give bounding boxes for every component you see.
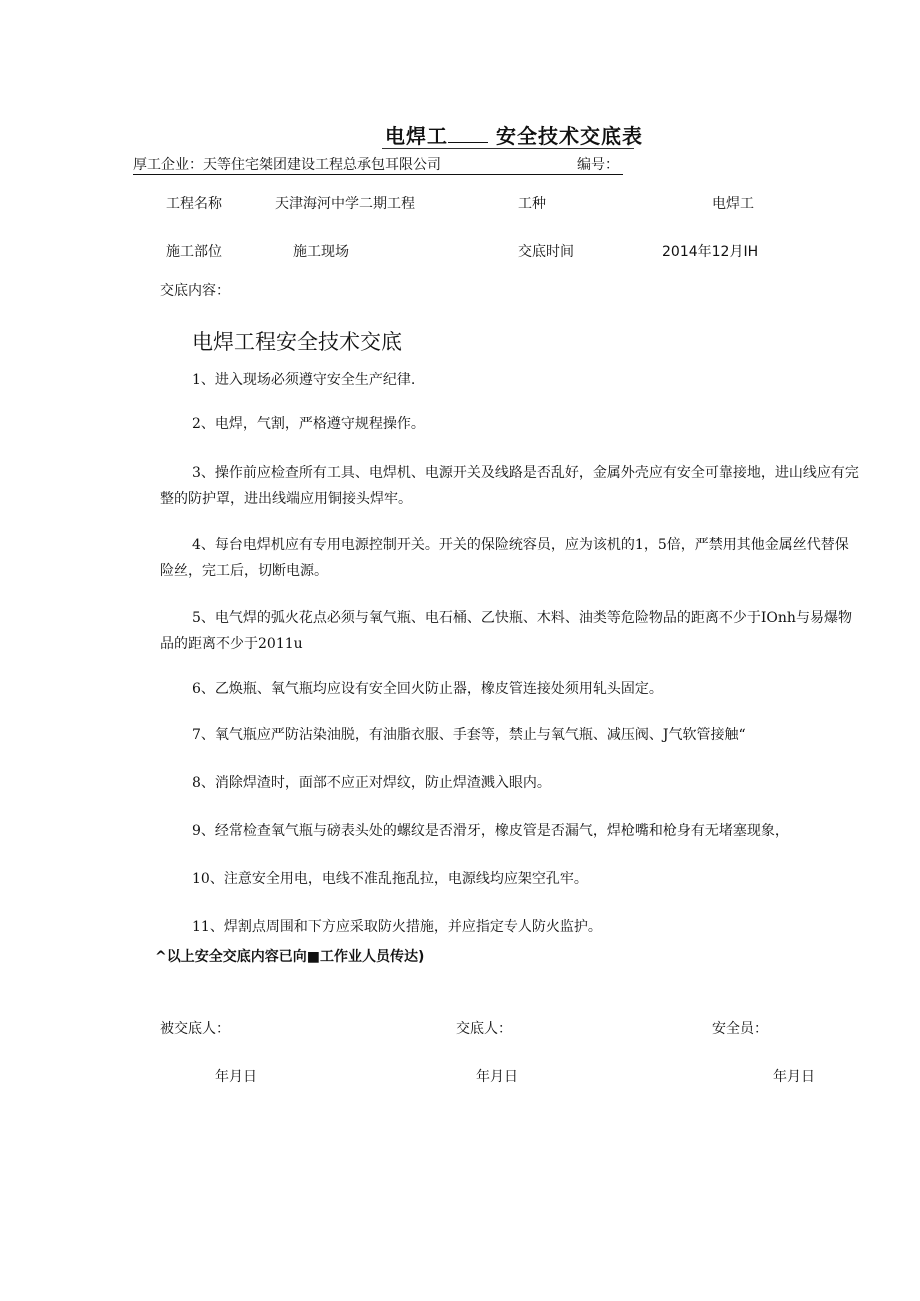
project-name-value: 天津海河中学二期工程 <box>275 196 415 212</box>
discloser-label: 交底人： <box>456 1021 512 1037</box>
discloser-date: 年月日 <box>476 1069 518 1085</box>
list-item: 1、进入现场必须遵守安全生产纪律. <box>192 372 416 388</box>
list-item: 9、经常检查氧气瓶与磅表头处的螺纹是否滑牙，橡皮管是否漏气，焊枪嘴和枪身有无堵塞现象， <box>192 823 789 839</box>
date-value: 2014年12月IH <box>662 244 759 260</box>
list-item: 2、电焊，气割，严格遵守规程操作。 <box>192 416 425 432</box>
recipient-date: 年月日 <box>215 1069 257 1085</box>
trade-label: 工种 <box>518 196 546 212</box>
list-item: 11、焊割点周围和下方应采取防火措施，并应指定专人防火监护。 <box>192 919 602 935</box>
section-subtitle: 电焊工程安全技术交底 <box>192 330 402 354</box>
company-name: 厚工企业：天等住宅桀团建设工程总承包耳限公司 <box>133 157 441 173</box>
transmission-note: ^以上安全交底内容已向■工作业人员传达) <box>155 949 425 965</box>
recipient-label: 被交底人： <box>160 1021 230 1037</box>
list-item: 5、电气焊的弧火花点必须与氧气瓶、电石桶、乙快瓶、木料、油类等危险物品的距离不少于IOnh与易爆物品的距离不少于2011u <box>160 610 852 652</box>
list-item: 4、每台电焊机应有专用电源控制开关。开关的保险统容员，应为该机的1，5倍，严禁用其他金属丝代替保险丝，完工后，切断电源。 <box>160 537 849 579</box>
header-row <box>133 154 623 175</box>
list-item: 8、消除焊渣时，面部不应正对焊纹，防止焊渣溅入眼内。 <box>192 775 551 791</box>
location-value: 施工现场 <box>293 244 349 260</box>
title-blank <box>448 142 488 143</box>
document-title <box>385 120 643 149</box>
safety-officer-label: 安全员： <box>712 1021 768 1037</box>
date-label: 交底时间 <box>518 244 574 260</box>
number-label: 编号： <box>577 157 619 173</box>
content-label: 交底内容： <box>160 283 230 299</box>
safety-officer-date: 年月日 <box>773 1069 815 1085</box>
list-item: 3、操作前应检查所有工具、电焊机、电源开关及线路是否乱好，金属外壳应有安全可靠接地，进山线应有完整的防护罩，进出线端应用铜接头焊牢。 <box>160 465 859 507</box>
title-underline <box>382 148 634 149</box>
list-item: 6、乙焕瓶、氧气瓶均应设有安全回火防止器，橡皮管连接处须用轧头固定。 <box>192 681 663 697</box>
list-item: 10、注意安全用电，电线不准乱拖乱拉，电源线均应架空孔牢。 <box>192 871 588 887</box>
location-label: 施工部位 <box>166 244 222 260</box>
trade-value: 电焊工 <box>712 196 754 212</box>
list-item: 7、氧气瓶应严防沾染油脱，有油脂衣服、手套等，禁止与氧气瓶、减压阀、J气软管接触“ <box>192 727 746 743</box>
title-part2: 安全技术交底表 <box>496 124 643 148</box>
title-part1: 电焊工 <box>385 124 448 148</box>
project-name-label: 工程名称 <box>166 196 222 212</box>
